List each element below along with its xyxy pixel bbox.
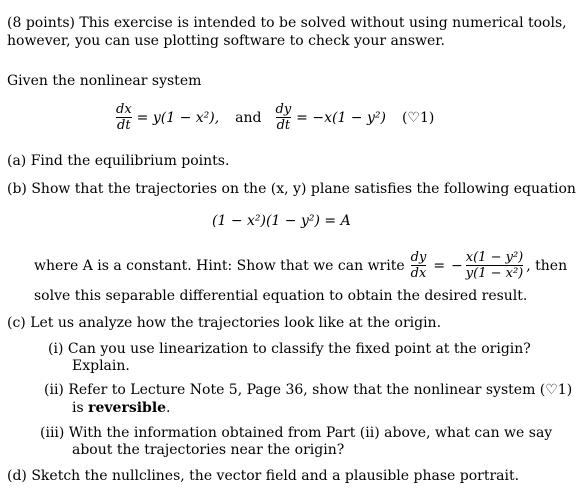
rhs1: = y(1 − x²), <box>136 109 220 126</box>
part-b-equation: (1 − x²)(1 − y²) = A <box>212 213 351 229</box>
part-c-i-line-2: Explain. <box>72 358 130 374</box>
system-equation <box>113 102 434 133</box>
reversible-word: reversible <box>88 400 167 416</box>
intro-line-1: (8 points) This exercise is intended to be solved without using numerical tools, <box>7 15 567 31</box>
part-b-line-3: solve this separable differential equation to obtain the desired result. <box>34 288 528 304</box>
intro-line-2: however, you can use plotting software to check your answer. <box>7 33 445 49</box>
hint-then: , then <box>526 257 568 274</box>
part-c-i-line-1: (i) Can you use linearization to classify the fixed point at the origin? <box>48 341 531 357</box>
dx-dt-fraction: $\frac{dx}{dt}$ <box>116 102 132 133</box>
dy-dx-fraction: $\frac{dy}{dx}$ <box>410 250 427 281</box>
hint-fraction: $\frac{\text{x(1 − y²)}}{\text{y(1 − x²)}}$ <box>465 250 524 281</box>
part-c-iii-line-1: (iii) With the information obtained from Part (ii) above, what can we say <box>40 425 553 441</box>
part-c: (c) Let us analyze how the trajectories look like at the origin. <box>7 315 442 331</box>
equals-sign: = <box>433 257 446 274</box>
part-c-ii-line-2 <box>72 399 171 417</box>
given-text: Given the nonlinear system <box>7 73 202 89</box>
part-a: (a) Find the equilibrium points. <box>7 153 230 169</box>
part-b: (b) Show that the trajectories on the (x, y) plane satisfies the following equation <box>7 181 576 197</box>
and-word: and <box>235 109 262 126</box>
part-b-hint-line <box>34 250 567 281</box>
equation-tag: (♡1) <box>401 109 435 126</box>
part-c-iii-line-2: about the trajectories near the origin? <box>72 442 345 458</box>
hint-prefix: where A is a constant. Hint: Show that we can write <box>34 257 405 274</box>
rhs2: = −x(1 − y²) <box>296 109 386 126</box>
reversible-suffix: . <box>166 400 171 416</box>
part-c-ii-line-1: (ii) Refer to Lecture Note 5, Page 36, show that the nonlinear system (♡1) <box>44 382 573 398</box>
dy-dt-fraction: $\frac{dy}{dt}$ <box>275 102 292 133</box>
reversible-prefix: is <box>72 400 84 416</box>
minus-sign: − <box>451 257 463 274</box>
part-d: (d) Sketch the nullclines, the vector field and a plausible phase portrait. <box>7 468 520 484</box>
